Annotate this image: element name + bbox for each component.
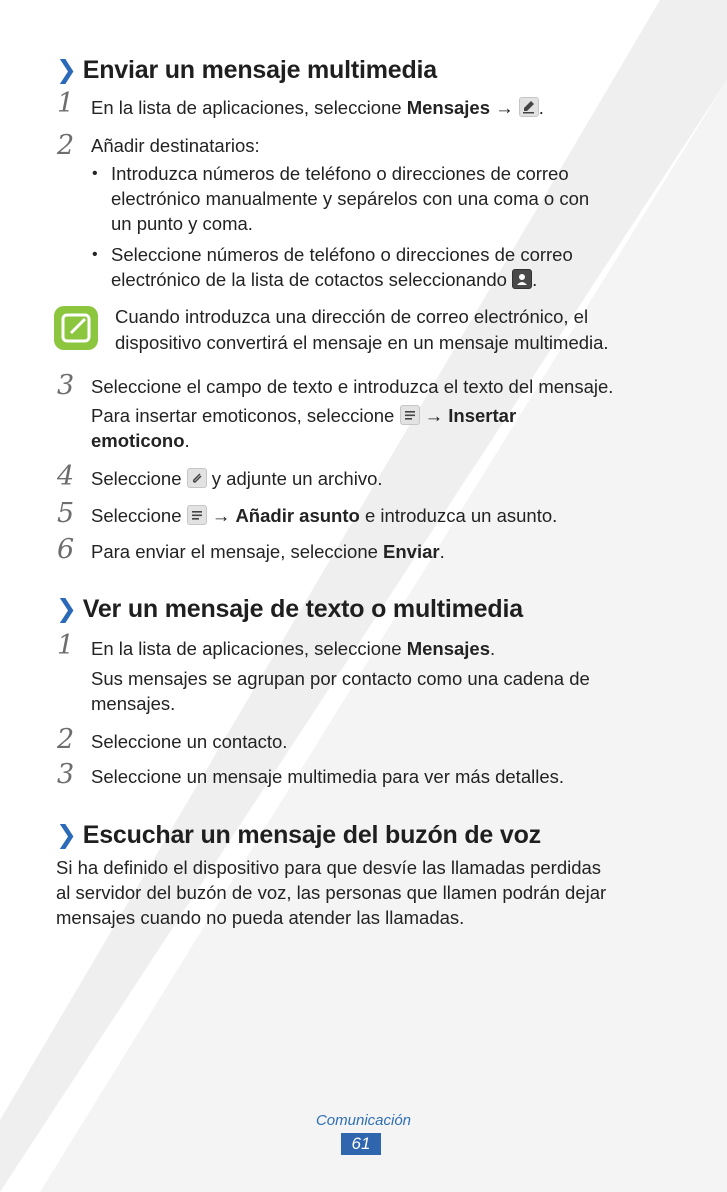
menu-icon xyxy=(187,505,207,525)
chevron-right-icon: ❯ xyxy=(56,56,77,84)
step-2-text: Seleccione un contacto. xyxy=(91,731,288,752)
footer-section-label: Comunicación xyxy=(315,1112,412,1129)
step-3-text: Seleccione el campo de texto e introduzca el texto del mensaje. xyxy=(91,376,614,397)
menu-icon xyxy=(400,405,420,425)
step-1-detail: Sus mensajes se agrupan por contacto como una cadena de xyxy=(91,668,590,689)
note-text: dispositivo convertirá el mensaje en un mensaje multimedia. xyxy=(115,332,609,353)
compose-icon xyxy=(519,97,539,117)
step-number: 3 xyxy=(57,370,75,401)
bullet-2-line: Seleccione números de teléfono o direcciones de correo xyxy=(111,244,573,265)
step-3-text: Seleccione un mensaje multimedia para ver más detalles. xyxy=(91,766,565,787)
step-1-detail: mensajes. xyxy=(91,693,176,714)
step-number: 1 xyxy=(57,88,75,119)
step-number: 2 xyxy=(57,724,75,755)
bullet-2-line: electrónico de la lista de cotactos seleccionando . xyxy=(111,269,538,290)
chevron-right-icon: ❯ xyxy=(56,821,77,849)
section-title-voicemail: ❯ Escuchar un mensaje del buzón de voz xyxy=(56,821,541,849)
section-title-send-multimedia: ❯ Enviar un mensaje multimedia xyxy=(56,56,437,84)
paragraph-line: Si ha definido el dispositivo para que desvíe las llamadas perdidas xyxy=(56,857,602,878)
paperclip-icon xyxy=(187,468,207,488)
contacts-icon xyxy=(512,269,532,289)
step-3-text: Para insertar emoticonos, seleccione → Insertar xyxy=(91,405,517,426)
bullet-1-line: Introduzca números de teléfono o direcciones de correo xyxy=(111,163,569,184)
bullet-dot: • xyxy=(92,165,98,182)
step-number: 6 xyxy=(57,534,75,565)
step-number: 5 xyxy=(57,498,75,529)
step-1-text: En la lista de aplicaciones, seleccione Mensajes → . xyxy=(91,97,544,118)
page-number: 61 xyxy=(341,1133,381,1155)
section-title-view-message: ❯ Ver un mensaje de texto o multimedia xyxy=(56,595,523,623)
paragraph-line: al servidor del buzón de voz, las personas que llamen podrán dejar xyxy=(56,882,607,903)
note-text: Cuando introduzca una dirección de correo electrónico, el xyxy=(115,306,589,327)
step-number: 2 xyxy=(57,130,75,161)
step-number: 3 xyxy=(57,759,75,790)
bullet-1-line: electrónico manualmente y sepárelos con una coma o con xyxy=(111,188,590,209)
step-6-text: Para enviar el mensaje, seleccione Enviar. xyxy=(91,541,445,562)
bullet-dot: • xyxy=(92,246,98,263)
step-4-text: Seleccione y adjunte un archivo. xyxy=(91,468,383,489)
note-pencil-icon xyxy=(54,306,98,350)
step-1-text: En la lista de aplicaciones, seleccione Mensajes. xyxy=(91,638,496,659)
step-3-text: emoticono. xyxy=(91,430,190,451)
step-2-text: Añadir destinatarios: xyxy=(91,135,260,156)
chevron-right-icon: ❯ xyxy=(56,595,77,623)
step-5-text: Seleccione → Añadir asunto e introduzca un asunto. xyxy=(91,505,558,526)
bullet-1-line: un punto y coma. xyxy=(111,213,253,234)
paragraph-line: mensajes cuando no pueda atender las llamadas. xyxy=(56,907,465,928)
step-number: 4 xyxy=(57,461,75,492)
step-number: 1 xyxy=(57,630,75,661)
